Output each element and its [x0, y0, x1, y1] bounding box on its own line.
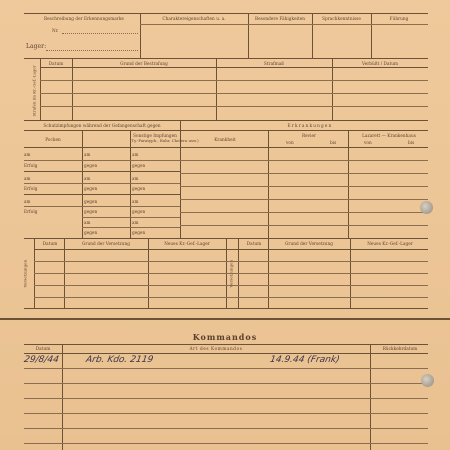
impf-cell: gegen — [84, 230, 98, 235]
erkrankungen-lazarett-label: Lazarett — Krankenhaus — [362, 133, 416, 138]
col-sprache-label: Sprachkenntnisse — [322, 16, 361, 21]
versetzungen-side-label-right: Versetzungen — [228, 259, 234, 288]
impf-cell: am — [132, 152, 139, 157]
erkrankungen-krankheit-label: Krankheit — [214, 137, 236, 142]
vers-right-grund-label: Grund der Versetzung — [285, 241, 333, 246]
nr-label: Nr. — [52, 28, 59, 33]
col-fuehrung-label: Führung — [389, 16, 409, 21]
impf-cell: am — [84, 220, 91, 225]
lazarett-von-label: von — [364, 140, 372, 145]
col-beschreibung-label: Beschreibung der Erkennungsmarke — [44, 16, 124, 21]
impf-row-label: Erfolg — [24, 163, 38, 168]
section-divider — [0, 318, 450, 320]
impf-cell: gegen — [132, 186, 146, 191]
impf-cell: am — [84, 152, 91, 157]
strafen-strafmass-label: Strafmaß — [263, 61, 285, 66]
revier-bis-label: bis — [330, 140, 337, 145]
strafen-verbuesst-label: Verbüßt / Datum — [361, 61, 398, 66]
kommandos-art-label: Art des Kommandos — [189, 346, 243, 351]
kommandos-title: Kommandos — [192, 332, 258, 342]
kommandos-datum-label: Datum — [35, 346, 51, 351]
impf-cell: am — [132, 220, 139, 225]
strafen-datum-label: Datum — [48, 61, 64, 66]
lager-field[interactable] — [46, 50, 138, 51]
impf-cell: am — [132, 176, 139, 181]
impf-cell: gegen — [84, 186, 98, 191]
impf-row-label: am — [24, 199, 31, 204]
punch-hole — [421, 374, 434, 387]
vers-left-datum-label: Datum — [42, 241, 58, 246]
impf-cell: am — [132, 199, 139, 204]
nr-field[interactable] — [62, 33, 138, 34]
punch-hole — [420, 201, 433, 214]
col-charakter-label: Charaktereigenschaften u. a. — [162, 16, 226, 21]
vers-left-grund-label: Grund der Versetzung — [82, 241, 130, 246]
impf-row-label: Erfolg — [24, 209, 38, 214]
impfungen-pocken-label: Pocken — [45, 137, 61, 142]
versetzungen-side-label-left: Versetzungen — [22, 259, 28, 288]
impfungen-sonstige-label: Sonstige Impfungen — [133, 133, 177, 138]
lazarett-bis-label: bis — [408, 140, 415, 145]
vers-left-neues-label: Neues Kr.-Gef.-Lager — [164, 241, 210, 246]
strafen-grund-label: Grund der Bestrafung — [120, 61, 168, 66]
kommandos-rueckkehr-label: Rückkehrdatum — [382, 346, 418, 351]
impf-cell: gegen — [84, 199, 98, 204]
vers-right-datum-label: Datum — [246, 241, 262, 246]
impf-cell: gegen — [132, 163, 146, 168]
kommando-entry-note: 14.9.44 (Frank) — [269, 355, 341, 365]
revier-von-label: von — [286, 140, 294, 145]
impfungen-header: Schutzimpfungen während der Gefangenschaft gegen — [43, 123, 161, 128]
impf-cell: gegen — [84, 209, 98, 214]
impf-cell: am — [84, 176, 91, 181]
impf-row-label: am — [24, 152, 31, 157]
top-rule — [24, 13, 428, 14]
col-faehigkeiten-label: Besondere Fähigkeiten — [255, 16, 305, 21]
lager-label: Lager: — [26, 43, 47, 50]
kommando-entry-date: 29/8/44 — [23, 355, 60, 365]
kommando-entry-art: Arb. Kdo. 2119 — [85, 355, 154, 365]
vers-right-neues-label: Neues Kr.-Gef.-Lager — [367, 241, 413, 246]
impf-row-label: Erfolg — [24, 186, 38, 191]
erkrankungen-revier-label: Revier — [301, 133, 317, 138]
impf-cell: gegen — [84, 163, 98, 168]
strafen-side-label: Strafen im Kr.-Gef.-Lager — [31, 65, 37, 117]
erkrankungen-header: Erkrankungen — [287, 123, 333, 128]
impfungen-sonstige-sub: (Ty.-Paratyph., Ruhr, Cholera usw.) — [130, 138, 199, 143]
impf-cell: gegen — [132, 230, 146, 235]
impf-row-label: am — [24, 176, 31, 181]
impf-cell: gegen — [132, 209, 146, 214]
